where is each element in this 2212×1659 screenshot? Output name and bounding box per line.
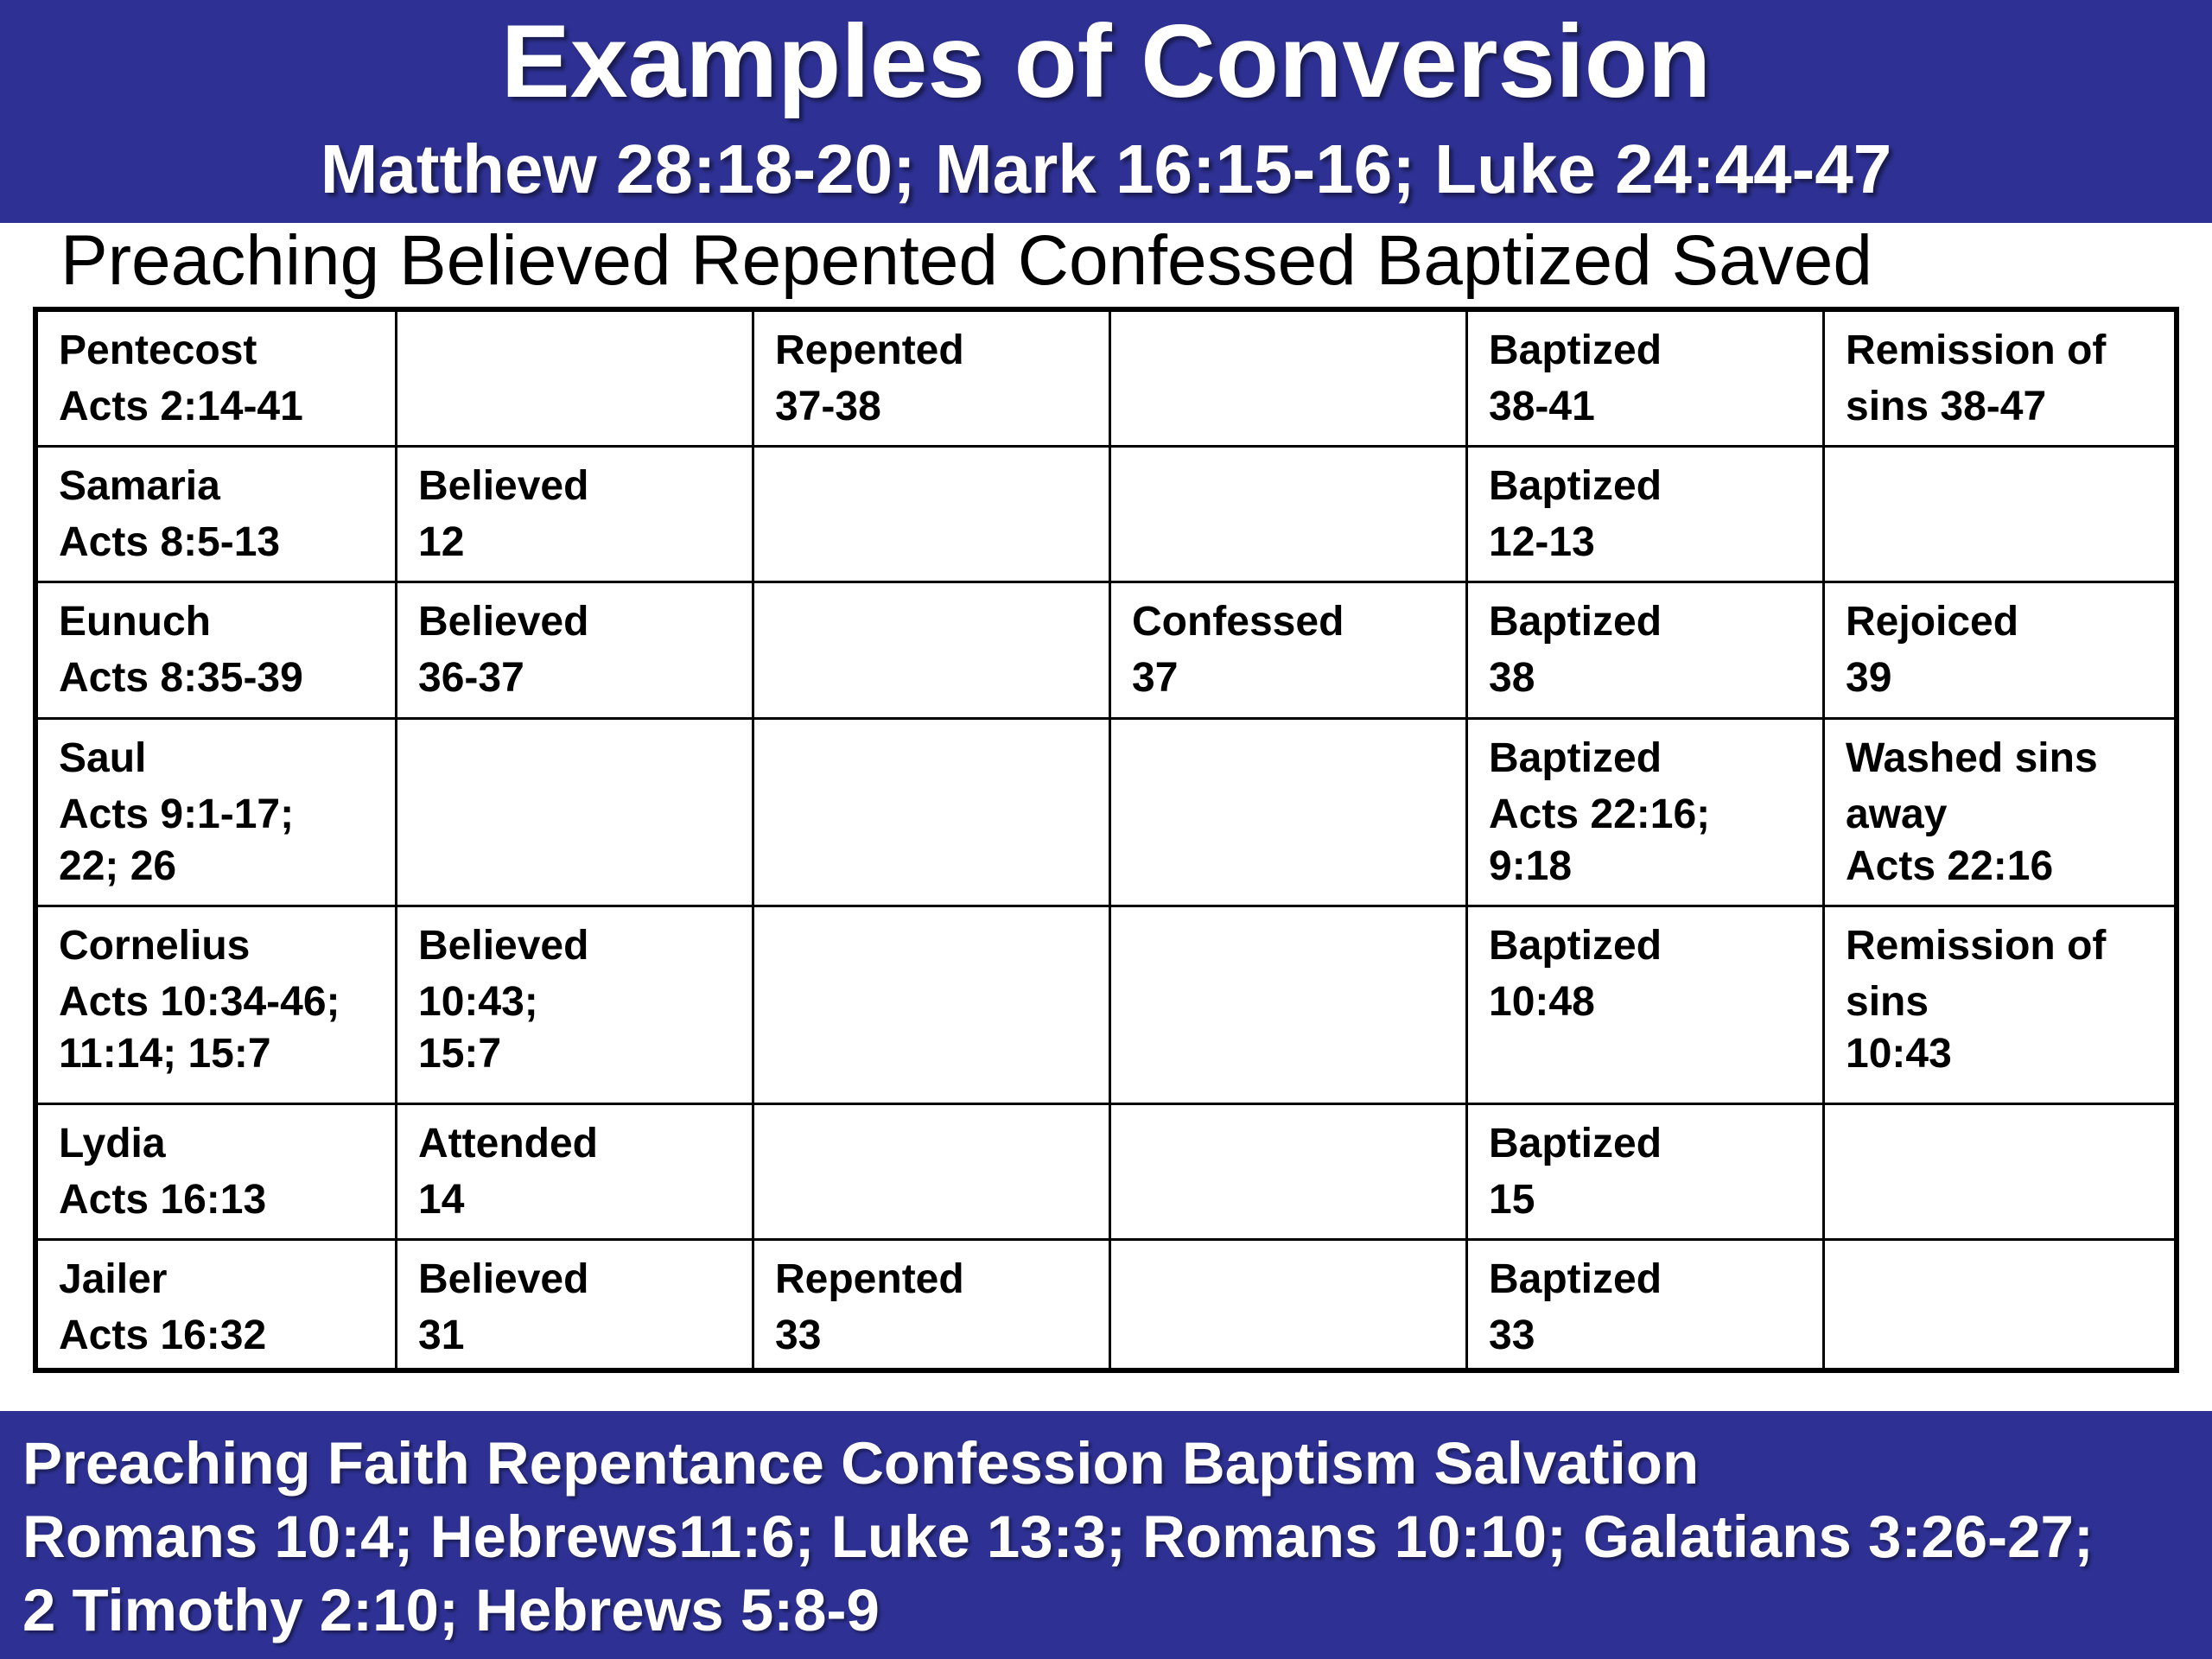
table-cell (752, 1105, 1109, 1238)
cell-reference: 36-37 (418, 655, 524, 702)
cell-heading: Baptized (1489, 599, 1662, 645)
cell-reference: 15:7 (418, 1030, 502, 1077)
table-row (38, 905, 2174, 1103)
cell-heading: Pentecost (59, 327, 257, 373)
table-row (38, 312, 2174, 445)
page-title: Examples of Conversion (500, 3, 1712, 119)
cell-heading: Cornelius (59, 922, 251, 969)
page-subtitle: Matthew 28:18-20; Mark 16:15-16; Luke 24:44-47 (320, 130, 1892, 207)
table-row (38, 1103, 2174, 1238)
footer-references-line-2: 2 Timothy 2:10; Hebrews 5:8-9 (22, 1577, 880, 1643)
table-cell (1465, 583, 1822, 716)
cell-reference: 11:14; 15:7 (59, 1030, 271, 1077)
table-cell (1822, 1105, 2174, 1238)
cell-reference: away (1846, 791, 1948, 837)
table-row (38, 717, 2174, 905)
table-cell (1109, 312, 1465, 445)
table-cell (1822, 1241, 2174, 1368)
cell-reference: 38-41 (1489, 384, 1595, 429)
table-cell (1109, 720, 1465, 905)
event-cell (38, 312, 395, 445)
cell-heading: Believed (418, 463, 589, 510)
event-cell (38, 720, 395, 905)
cell-heading: Baptized (1489, 1120, 1662, 1166)
table-cell (1109, 583, 1465, 716)
table-row (38, 1238, 2174, 1368)
footer-steps: Preaching Faith Repentance Confession Baptism Salvation (22, 1430, 1700, 1497)
footer-banner (0, 1411, 2212, 1659)
cell-reference: Acts 10:34-46; (59, 978, 340, 1025)
cell-heading: Jailer (59, 1255, 168, 1302)
table-cell (395, 720, 752, 905)
table-cell (1109, 907, 1465, 1103)
conversion-table (33, 307, 2179, 1373)
cell-heading: Rejoiced (1846, 599, 2019, 645)
table-cell (395, 448, 752, 581)
footer-references-line-1: Romans 10:4; Hebrews11:6; Luke 13:3; Romans 10:10; Galatians 3:26-27; (22, 1503, 2094, 1570)
cell-reference: 14 (418, 1176, 465, 1223)
cell-reference: Acts 8:35-39 (59, 655, 303, 702)
event-cell (38, 907, 395, 1103)
cell-reference: 15 (1489, 1176, 1535, 1223)
cell-heading: Baptized (1489, 734, 1662, 781)
table-cell (752, 312, 1109, 445)
cell-reference: 10:43 (1846, 1030, 1952, 1077)
cell-heading: Repented (775, 1255, 964, 1302)
table-cell (1465, 1241, 1822, 1368)
cell-reference: 12 (418, 519, 465, 566)
table-cell (1465, 312, 1822, 445)
cell-reference: 22; 26 (59, 842, 177, 889)
cell-heading: Remission of (1846, 922, 2107, 969)
table-cell (395, 907, 752, 1103)
cell-reference: Acts 22:16; (1489, 791, 1711, 837)
cell-reference: Acts 16:32 (59, 1312, 267, 1358)
table-cell (395, 1241, 752, 1368)
table-cell (395, 583, 752, 716)
table-row (38, 445, 2174, 581)
table-cell (752, 720, 1109, 905)
table-cell (1465, 1105, 1822, 1238)
event-cell (38, 583, 395, 716)
cell-heading: Baptized (1489, 922, 1662, 969)
event-cell (38, 1241, 395, 1368)
table-cell (1822, 312, 2174, 445)
cell-reference: 38 (1489, 655, 1535, 702)
cell-heading: Washed sins (1846, 734, 2098, 781)
cell-reference: 9:18 (1489, 842, 1573, 889)
table-cell (1109, 1241, 1465, 1368)
cell-reference: 10:43; (418, 978, 538, 1025)
table-cell (395, 1105, 752, 1238)
cell-reference: Acts 2:14-41 (59, 384, 303, 429)
cell-heading: Lydia (59, 1120, 166, 1166)
cell-reference: Acts 8:5-13 (59, 519, 281, 566)
table-cell (752, 907, 1109, 1103)
cell-reference: Acts 22:16 (1846, 842, 2054, 889)
table-cell (1465, 720, 1822, 905)
cell-heading: Attended (418, 1120, 598, 1166)
cell-reference: sins (1846, 978, 1929, 1025)
cell-reference: Acts 16:13 (59, 1176, 267, 1223)
event-cell (38, 448, 395, 581)
cell-reference: 12-13 (1489, 519, 1595, 566)
table-cell (395, 312, 752, 445)
cell-heading: Baptized (1489, 327, 1662, 373)
cell-reference: 37 (1132, 655, 1179, 702)
cell-reference: 33 (775, 1312, 822, 1358)
table-cell (1822, 907, 2174, 1103)
table-cell (1822, 720, 2174, 905)
table-cell (1109, 448, 1465, 581)
event-cell (38, 1105, 395, 1238)
title-banner (0, 0, 2212, 223)
cell-heading: Believed (418, 599, 589, 645)
table-cell (1465, 907, 1822, 1103)
cell-reference: Acts 9:1-17; (59, 791, 295, 837)
table-cell (752, 1241, 1109, 1368)
table-cell (752, 583, 1109, 716)
cell-heading: Baptized (1489, 463, 1662, 510)
table-row (38, 581, 2174, 716)
table-cell (1822, 583, 2174, 716)
table-cell (752, 448, 1109, 581)
cell-reference: 10:48 (1489, 978, 1595, 1025)
cell-heading: Believed (418, 1255, 589, 1302)
cell-reference: 31 (418, 1312, 465, 1358)
cell-heading: Baptized (1489, 1255, 1662, 1302)
cell-heading: Repented (775, 327, 964, 373)
cell-heading: Confessed (1132, 599, 1344, 645)
table-cell (1822, 448, 2174, 581)
cell-heading: Eunuch (59, 599, 211, 645)
table-cell (1465, 448, 1822, 581)
cell-reference: 39 (1846, 655, 1892, 702)
cell-reference: 37-38 (775, 384, 881, 429)
cell-heading: Saul (59, 734, 147, 781)
cell-reference: 33 (1489, 1312, 1535, 1358)
cell-reference: sins 38-47 (1846, 384, 2047, 429)
table-cell (1109, 1105, 1465, 1238)
cell-heading: Remission of (1846, 327, 2107, 373)
steps-heading: Preaching Believed Repented Confessed Baptized Saved (60, 221, 1872, 300)
cell-heading: Samaria (59, 463, 220, 510)
cell-heading: Believed (418, 922, 589, 969)
